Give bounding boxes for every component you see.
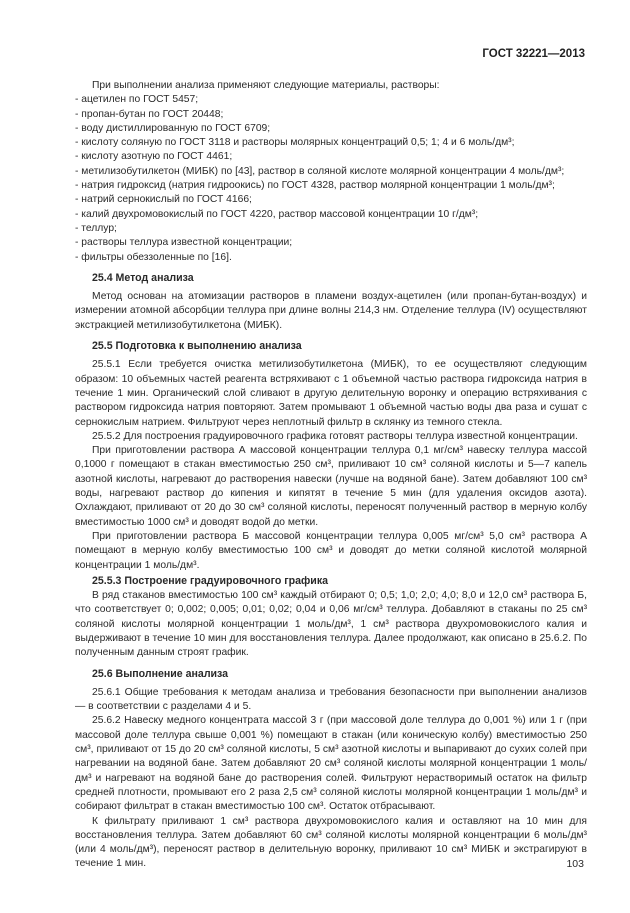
list-item: - теллур; [75,222,117,234]
paragraph: 25.6.1 Общие требования к методам анализа и требования безопасности при выполнении анализов — в соответствии с разделами 4 и 5. [75,686,587,713]
paragraph: При приготовлении раствора А массовой концентрации теллура 0,1 мг/см³ навеску теллура массой 0,1000 г помещают в стакан вместимостью 250 см³, приливают 10 см³ соляной кислоты и 5—7 капель азотной кислоты, нагревают до растворения навески (лучше на водяной бане). Затем добавляют 100 см³ воды, нагревают раствор до кипения и кипятят в течение 5 мин (для удаления оксидов азота). Охлаждают, приливают от 20 до 30 см³ соляной кислоты, переносят полученный раствор в мерную колбу вместимостью 1000 см³ и доводят водой до метки. [75,445,587,528]
page-content [75,79,587,872]
materials-intro: При выполнении анализа применяют следующие материалы, растворы: [92,80,440,91]
list-item: - натрий сернокислый по ГОСТ 4166; [75,194,252,206]
section-heading: 25.4 Метод анализа [92,271,194,284]
paragraph: В ряд стаканов вместимостью 100 см³ каждый отбирают 0; 0,5; 1,0; 2,0; 4,0; 8,0 и 12,0 см³ раствора Б, что соответствует 0; 0,002; 0,005; 0,01; 0,02; 0,04 и 0,06 мг/см³ теллура. Добавляют в стаканы по 25 см³ соляной кислоты молярной концентрации 1 моль/дм³, 1 см³ раствора двухромовокислого калия и выдерживают в течение 10 мин для восстановления теллура. Далее продолжают, как описано в 25.6.2. По полученным данным строят график. [75,590,587,659]
document-id: ГОСТ 32221—2013 [482,48,585,60]
list-item: - пропан-бутан по ГОСТ 20448; [75,108,224,120]
paragraph: Метод основан на атомизации растворов в пламени воздух-ацетилен (или пропан-бутан-воздух) и измерении атомной абсорбции теллура при длине волны 214,3 нм. Отделение теллура (IV) осуществляют экстракцией метилизобутилкетона (МИБК). [75,291,587,331]
list-item: - калий двухромовокислый по ГОСТ 4220, раствор массовой концентрации 10 г/дм³; [75,208,479,220]
list-item: - метилизобутилкетон (МИБК) по [43], раствор в соляной кислоте молярной концентрации 4 моль/дм³; [75,165,565,177]
list-item: - фильтры обеззоленные по [16]. [75,251,232,263]
list-item: - ацетилен по ГОСТ 5457; [75,94,199,106]
list-item: - растворы теллура известной концентрации; [75,237,293,249]
paragraph: 25.6.2 Навеску медного концентрата массой 3 г (при массовой доле теллура до 0,001 %) или 1 г (при массовой доле теллура свыше 0,001 %) помещают в стакан (или коническую колбу) вместимостью 250 см³, приливают от 15 до 20 см³ соляной кислоты, 5 см³ азотной кислоты и выпаривают до сухих солей при нагревании на водяной бане. Затем добавляют 20 см³ соляной кислоты молярной концентрации 1 моль/дм³ и нагревают на водяной бане до растворения солей. Фильтруют нерастворимый остаток на фильтр средней плотности, промывают его 2 раза 2,5 см³ соляной кислоты молярной концентрации 1 моль/дм³ и собирают фильтрат в стакан вместимостью 100 см³. Остаток отбрасывают. [75,715,587,813]
paragraph: При приготовлении раствора Б массовой концентрации теллура 0,005 мг/см³ 5,0 см³ раствора А помещают в мерную колбу вместимостью 100 см³ и доводят до метки соляной кислотой молярной концентрации 1 моль/дм³. [75,530,587,571]
list-item: - натрия гидроксид (натрия гидроокись) по ГОСТ 4328, раствор молярной концентрации 1 моль/дм³; [75,180,555,192]
paragraph: К фильтрату приливают 1 см³ раствора двухромовокислого калия и оставляют на 10 мин для восстановления теллура. Затем добавляют 60 см³ соляной кислоты молярной концентрации 6 моль/дм³ (или 4 моль/дм³), переносят раствор в делительную воронку, приливают 10 см³ МИБК и экстрагируют в течение 1 мин. [75,815,587,870]
paragraph: 25.5.2 Для построения градуировочного графика готовят растворы теллура известной концентрации. [92,430,578,442]
section-heading: 25.5 Подготовка к выполнению анализа [92,340,302,353]
list-item: - воду дистиллированную по ГОСТ 6709; [75,122,271,134]
list-item: - кислоту азотную по ГОСТ 4461; [75,151,233,163]
section-heading: 25.6 Выполнение анализа [92,667,229,680]
section-heading: 25.5.3 Построение градуировочного графика [92,574,329,587]
paragraph: 25.5.1 Если требуется очистка метилизобутилкетона (МИБК), то ее осуществляют следующим образом: 10 объемных частей реагента встряхивают с 1 объемной частью раствора гидроксида натрия в течение 1 мин. Органический слой сливают в другую делительную воронку и операцию встряхивания с раствором гидроксида натрия повторяют. Затем промывают 1 объемной частью воды два раза и сушат с сернокислым натрием. Фильтруют через неплотный фильтр в склянку из темного стекла. [75,359,587,428]
materials-list [75,93,587,265]
list-item: - кислоту соляную по ГОСТ 3118 и растворы молярных концентраций 0,5; 1; 4 и 6 моль/дм³; [75,137,515,149]
page-number: 103 [566,858,584,870]
